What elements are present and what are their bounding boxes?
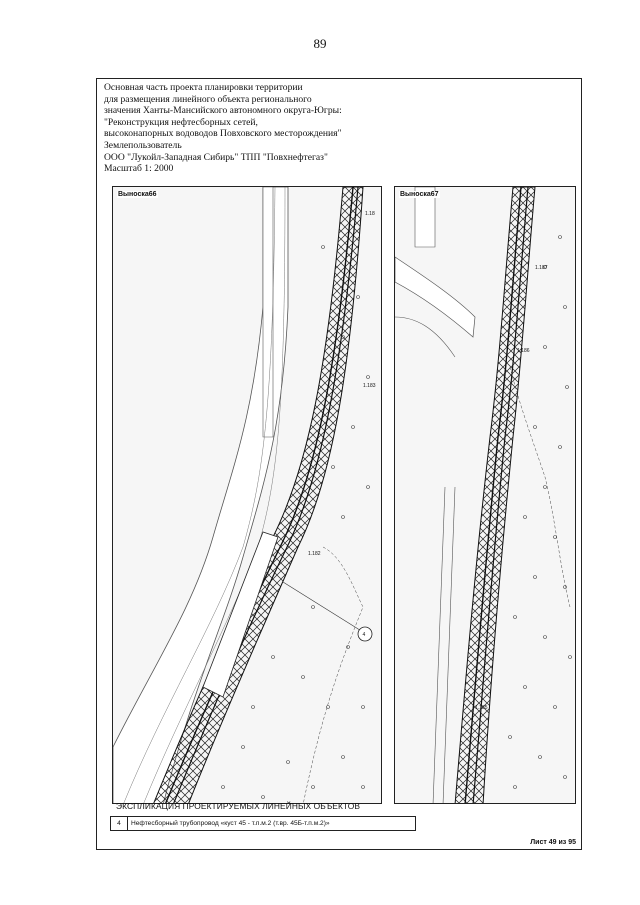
page-number: 89 [313,36,327,51]
title-line: значения Ханты-Мансийского автономного округа-Югры: [104,105,342,117]
right-map-drawing [395,187,576,804]
map-callout-66 [112,186,382,804]
explication-title: ЭКСПЛИКАЦИЯ ПРОЕКТИРУЕМЫХ ЛИНЕЙНЫХ ОБЪЕКТОВ [116,801,361,811]
explication-row-name: Нефтесборный трубопровод «куст 45 - т.п.м.2 (т.вр. 45Б-т.п.м.2)» [131,820,330,827]
sheet-number: Лист 49 из 95 [530,839,576,846]
point-label: 1.187 [535,265,548,271]
land-user-name: ООО "Лукойл-Западная Сибирь" ТПП "Повхнефтегаз" [104,151,328,163]
point-label: 1.182 [308,551,321,557]
title-block [104,82,342,175]
point-label: 1.183 [363,383,376,389]
map-callout-67 [394,186,576,804]
pipeline-corridor [455,187,535,804]
title-line: для размещения линейного объекта регионального [104,93,312,105]
land-user-label: Землепользователь [104,139,182,151]
point-label: 1.18 [365,211,375,217]
title-line: "Реконструкция нефтесборных сетей, [104,116,258,128]
title-line: высоконапорных водоводов Повховского месторождения" [104,128,342,140]
scale-label: Масштаб 1: 2000 [104,163,174,175]
callout-label-67: Выноска67 [400,191,439,198]
existing-road [395,257,475,337]
callout-label-66: Выноска66 [118,191,157,198]
explication-row [110,816,416,831]
title-line: Основная часть проекта планировки территории [104,82,303,93]
point-label: 1.185 [475,705,488,711]
left-map-drawing [113,187,382,804]
point-label: 1.186 [517,348,530,354]
explication-row-number: 4 [111,817,128,830]
object-marker-number: 4 [362,632,366,638]
